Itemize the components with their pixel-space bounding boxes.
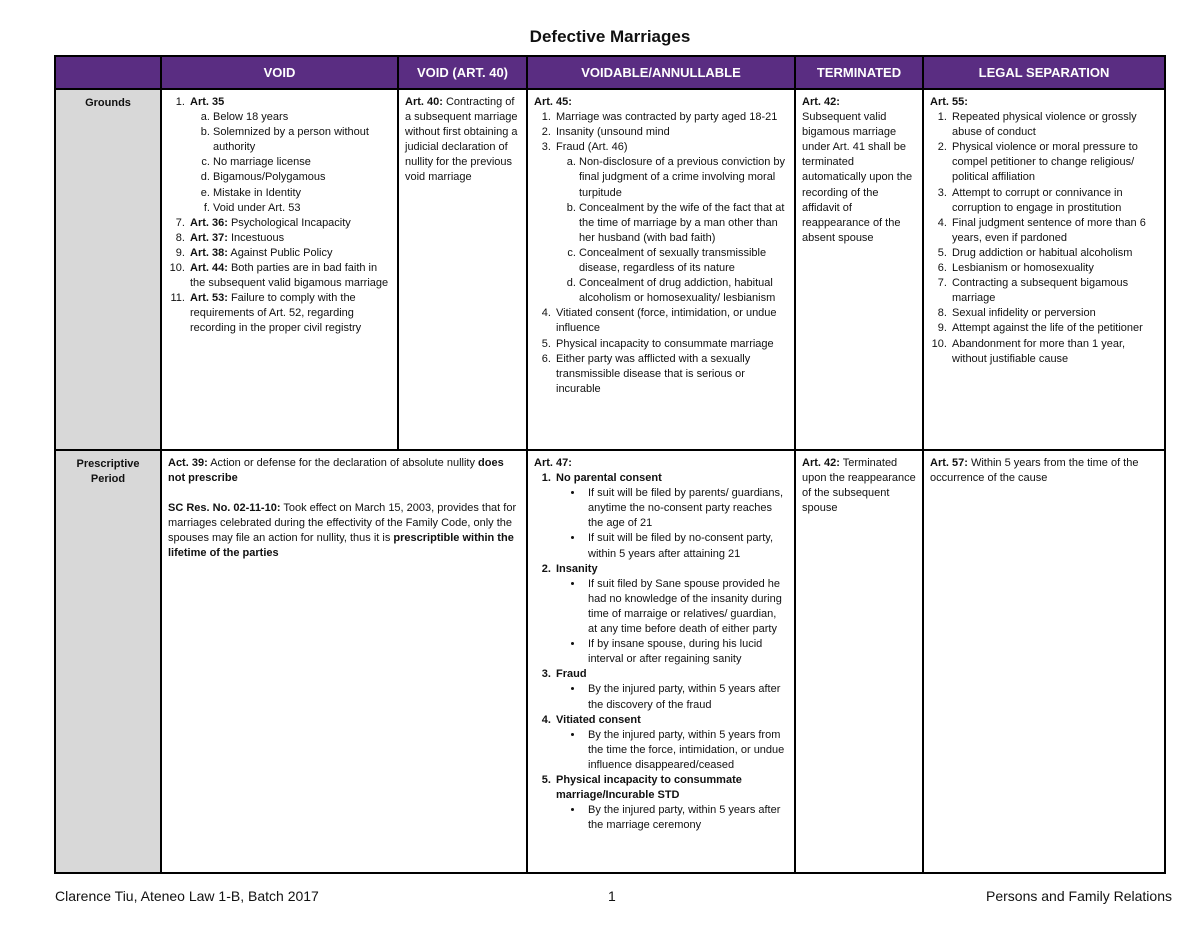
list-item: f. Void under Art. 53: [213, 201, 391, 216]
list-item: 3. Fraud • By the injured party, within 5 years after the discovery of the fraud: [554, 667, 788, 712]
header-void: VOID: [161, 56, 398, 89]
prescriptive-legal-separation-cell: Art. 57: Within 5 years from the time of the occurrence of the cause: [923, 450, 1165, 873]
list-item: 2. Physical violence or moral pressure to compel petitioner to change religious/ political affiliation: [950, 140, 1158, 185]
sc-resolution-paragraph: SC Res. No. 02-11-10: Took effect on March 15, 2003, provides that for marriages celebrated during the effectivity of the Family Code, only the spouses may file an action for nullity, thus it is prescriptible within the lifetime of the parties: [168, 502, 517, 560]
list-item: • If suit will be filed by parents/ guardians, anytime the no-consent party reaches the age of 21: [584, 486, 788, 531]
list-item: • By the injured party, within 5 years after the marriage ceremony: [584, 803, 788, 833]
list-item: c. Concealment of sexually transmissible disease, regardless of its nature: [579, 246, 788, 276]
list-item: 5. Physical incapacity to consummate marriage/Incurable STD • By the injured party, within 5 years after the marriage ceremony: [554, 773, 788, 833]
header-void-art40: VOID (ART. 40): [398, 56, 527, 89]
list-item: b. Concealment by the wife of the fact that at the time of marriage by a man other than her husband (with bad faith): [579, 201, 788, 246]
grounds-legal-separation-cell: Art. 55: 1. Repeated physical violence or grossly abuse of conduct 2. Physical violence or moral pressure to compel petitioner to change religious/ political affiliation 3. Attempt to corrupt or connivance in corruption to engage in prostitution 4. Final judgment sentence of more than 6 years, even if pardoned 5. Drug addiction or habitual alcoholism 6. Lesbianism or homosexuality 7. Contracting a subsequent bigamous marriage 8. Sexual infidelity or perversion 9. Attempt against the life of the petitioner 10. Abandonment for more than 1 year, without justifiable cause: [923, 89, 1165, 450]
grounds-voidable-cell: Art. 45: 1. Marriage was contracted by party aged 18-21 2. Insanity (unsound mind 3. Fraud (Art. 46) a. Non-disclosure of a previous conviction by final judgment of a crime involving moral turpitude b. Concealment by the wife of the fact that at the time of marriage by a man other than her husband (with bad faith) c. Concealment of sexually transmissible disease, regardless of its nature d. Concealment of drug addiction, habitual alcoholism or homosexuality/ lesbianism 4. Vitiated consent (force, intimidation, or undue influence 5. Physical incapacity to consummate marriage 6. Either party was afflicted with a sexually transmissible disease that is serious or incurable: [527, 89, 795, 450]
list-item: • If by insane spouse, during his lucid interval or after regaining sanity: [584, 637, 788, 667]
list-item: • By the injured party, within 5 years after the discovery of the fraud: [584, 682, 788, 712]
list-item: a. Below 18 years: [213, 110, 391, 125]
list-item: a. Non-disclosure of a previous conviction by final judgment of a crime involving moral turpitude: [579, 155, 788, 200]
row-label-grounds: Grounds: [55, 89, 161, 450]
prescriptive-terminated-cell: Art. 42: Terminated upon the reappearance of the subsequent spouse: [795, 450, 923, 873]
list-item: 3. Fraud (Art. 46) a. Non-disclosure of a previous conviction by final judgment of a crime involving moral turpitude b. Concealment by the wife of the fact that at the time of marriage by a man other than her husband (with bad faith) c. Concealment of sexually transmissible disease, regardless of its nature d. Concealment of drug addiction, habitual alcoholism or homosexuality/ lesbianism: [554, 140, 788, 306]
list-item: 5. Drug addiction or habitual alcoholism: [950, 246, 1158, 261]
row-label-prescriptive-period: Prescriptive Period: [55, 450, 161, 873]
list-item: 1. No parental consent • If suit will be filed by parents/ guardians, anytime the no-consent party reaches the age of 21 • If suit will be filed by no-consent party, within 5 years after attaining 21: [554, 471, 788, 562]
sub-list: [556, 682, 788, 712]
footer-author: Clarence Tiu, Ateneo Law 1-B, Batch 2017: [55, 888, 319, 904]
art39-paragraph: Act. 39: Action or defense for the declaration of absolute nullity does not prescribe: [168, 457, 504, 485]
list-item: 5. Physical incapacity to consummate marriage: [554, 337, 788, 352]
grounds-voidable-list: [534, 110, 788, 397]
sub-list: [556, 577, 788, 668]
list-item: 1. Marriage was contracted by party aged 18-21: [554, 110, 788, 125]
list-item: 6. Either party was afflicted with a sexually transmissible disease that is serious or incurable: [554, 352, 788, 397]
list-item: 7. Art. 36: Psychological Incapacity: [188, 216, 391, 231]
list-item: 2. Insanity • If suit filed by Sane spouse provided he had no knowledge of the insanity during time of marraige or relatives/ guardian, at any time before death of either party • If by insane spouse, during his lucid interval or after regaining sanity: [554, 562, 788, 668]
grounds-legal-separation-list: [930, 110, 1158, 367]
list-item: e. Mistake in Identity: [213, 186, 391, 201]
table-row-grounds: [55, 89, 1165, 450]
list-item: 4. Vitiated consent • By the injured party, within 5 years from the time the force, intimidation, or undue influence disappeared/ceased: [554, 713, 788, 773]
list-item: • If suit will be filed by no-consent party, within 5 years after attaining 21: [584, 531, 788, 561]
sub-list: [556, 486, 788, 561]
footer-page-number: 1: [608, 888, 616, 904]
page-title: Defective Marriages: [529, 27, 691, 46]
sub-list: [556, 155, 788, 306]
header-row: [55, 56, 1165, 89]
defective-marriages-table: [54, 55, 1166, 874]
list-item: 3. Attempt to corrupt or connivance in corruption to engage in prostitution: [950, 186, 1158, 216]
list-item: 4. Final judgment sentence of more than 6 years, even if pardoned: [950, 216, 1158, 246]
list-item: 1. Repeated physical violence or grossly abuse of conduct: [950, 110, 1158, 140]
list-item: c. No marriage license: [213, 155, 391, 170]
prescriptive-void-cell: [161, 450, 527, 873]
prescriptive-voidable-list: [534, 471, 788, 833]
prescriptive-voidable-cell: Art. 47: 1. No parental consent • If suit will be filed by parents/ guardians, anytime the no-consent party reaches the age of 21 • If suit will be filed by no-consent party, within 5 years after attaining 21 2. Insanity • If suit filed by Sane spouse provided he had no knowledge of the insanity during time of marraige or relatives/ guardian, at any time before death of either party • If by insane spouse, during his lucid interval or after regaining sanity 3. Fraud • By the injured party, within 5 years after the discovery of the fraud 4. Vitiated consent • By the injured party, within 5 years from the time the force, intimidation, or undue influence disappeared/ceased 5. Physical incapacity to consummate marriage/Incurable STD • By the injured party, within 5 years after the marriage ceremony: [527, 450, 795, 873]
list-item: d. Bigamous/Polygamous: [213, 170, 391, 185]
grounds-void-cell: [161, 89, 398, 450]
list-item: 1. Art. 35 a. Below 18 years b. Solemnized by a person without authority c. No marriage license d. Bigamous/Polygamous e. Mistake in Identity f. Void under Art. 53: [188, 95, 391, 216]
sub-list: [556, 728, 788, 773]
list-item: • By the injured party, within 5 years from the time the force, intimidation, or undue influence disappeared/ceased: [584, 728, 788, 773]
grounds-void40-cell: Art. 40: Contracting of a subsequent marriage without first obtaining a judicial declaration of nullity for the previous void marriage: [398, 89, 527, 450]
grounds-void-list: [168, 95, 391, 337]
sub-list: [190, 110, 391, 216]
header-terminated: TERMINATED: [795, 56, 923, 89]
grounds-terminated-cell: Art. 42: Subsequent valid bigamous marriage under Art. 41 shall be terminated automatically upon the recording of the affidavit of reappearance of the absent spouse: [795, 89, 923, 450]
list-item: 9. Attempt against the life of the petitioner: [950, 321, 1158, 336]
list-item: 4. Vitiated consent (force, intimidation, or undue influence: [554, 306, 788, 336]
list-item: 6. Lesbianism or homosexuality: [950, 261, 1158, 276]
header-voidable: VOIDABLE/ANNULLABLE: [527, 56, 795, 89]
list-item: d. Concealment of drug addiction, habitual alcoholism or homosexuality/ lesbianism: [579, 276, 788, 306]
corner-header: [55, 56, 161, 89]
list-item: 8. Art. 37: Incestuous: [188, 231, 391, 246]
list-item: • If suit filed by Sane spouse provided he had no knowledge of the insanity during time of marraige or relatives/ guardian, at any time before death of either party: [584, 577, 788, 637]
list-item: 2. Insanity (unsound mind: [554, 125, 788, 140]
list-item: 11. Art. 53: Failure to comply with the requirements of Art. 52, regarding recording in the proper civil registry: [188, 291, 391, 336]
list-item: 8. Sexual infidelity or perversion: [950, 306, 1158, 321]
list-item: 9. Art. 38: Against Public Policy: [188, 246, 391, 261]
list-item: 7. Contracting a subsequent bigamous marriage: [950, 276, 1158, 306]
table-row-prescriptive-period: [55, 450, 1165, 873]
sub-list: [556, 803, 788, 833]
header-legal-separation: LEGAL SEPARATION: [923, 56, 1165, 89]
list-item: 10. Art. 44: Both parties are in bad faith in the subsequent valid bigamous marriage: [188, 261, 391, 291]
list-item: b. Solemnized by a person without authority: [213, 125, 391, 155]
footer-subject: Persons and Family Relations: [986, 888, 1172, 904]
list-item: 10. Abandonment for more than 1 year, without justifiable cause: [950, 337, 1158, 367]
